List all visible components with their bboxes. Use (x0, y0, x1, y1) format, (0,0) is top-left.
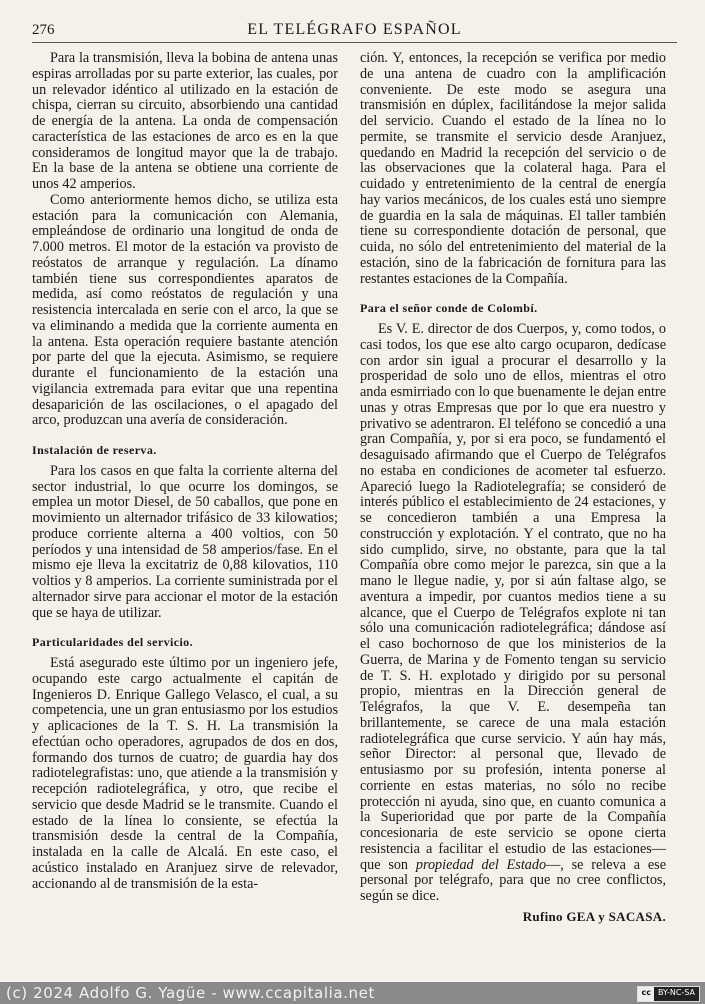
heading-particularidades-servicio: Particularidades del servicio. (32, 635, 193, 650)
cc-logo-icon: cc (638, 987, 653, 1001)
paragraph-antena: Para la transmisión, lleva la bobina de antena unas espiras arrolladas por su parte exterior, las cuales, por un relevador idéntico al utilizado en la estación de chispa, cierran su circuito, absorbiendo una cantidad de energía de la antena. La onda de compensación característica de las estaciones de arco es en la que consideramos de longitud mayor que la de trabajo. En la base de la antena se obtiene una corriente de unos 42 amperios. (32, 50, 338, 192)
heading-instalacion-reserva: Instalación de reserva. (32, 443, 157, 457)
signature: Rufino GEA y SACASA. (522, 908, 666, 924)
paragraph-letter (360, 322, 666, 905)
page-header (32, 22, 677, 43)
cc-license-badge (637, 986, 700, 1002)
left-column (32, 51, 338, 892)
copyright-footer (0, 982, 705, 1004)
letter-text-before: Es V. E. director de dos Cuerpos, y, como todos, o casi todos, los que ese alto cargo ocuparon, dedícase con ardor sin igual a procurar el desarrollo y la prosperidad de solo uno de ellos, mientras el otro anda esmirriado con lo que buenamente le dejan entre unas y otras Empresas que por lo que era nuestro y privativo se adentraron. El teléfono se concedió a una gran Compañía, y, por si era poco, se fundamentó el desaguisado afirmando que el Cuerpo de Telégrafos no estaba en condiciones de acometer tal esfuerzo. Apareció luego la Radiotelegrafía; se consideró de interés público el establecimiento de 24 estaciones, y se concedieron también a una Empresa la construcción y explotación. Y el contrato, que no ha sido cumplido, sirve, no obstante, para que la tal Compañía obre como mejor le parezca, sin que a la mano le llegue nadie, y, por si aún faltase algo, se aventura a impedir, por cuantos medios tiene a su alcance, que el Cuerpo de Telégrafos explote ni tan sólo una comunicación radiotelegráfica; dándose así el caso bochornoso de que los ministerios de la Guerra, de Marina y de Fomento tengan su servicio de T. S. H. explotado y dirigido por su personal propio, mientras en la Dirección general de Telégrafos, la que V. E. desempeña tan brillantemente, se carece de una mala estación radiotelegráfica que curse servicio. Y aún hay más, señor Director: al personal que, llevado de entusiasmo por su profesión, intenta ponerse al corriente en estas materias, no sólo no recibe protección ni ayuda, sino que, en cuanto comunica a la Superioridad que por parte de la Compañía concesionaria de este servicio se opone cierta resistencia a facilitar el estudio de las estaciones—que son (360, 321, 666, 873)
paragraph-alemania: Como anteriormente hemos dicho, se utiliza esta estación para la comunicación con Alemania, empleándose de ordinario una longitud de onda de 7.000 metros. El motor de la estación va provisto de reóstatos de arranque y regulación. La dínamo también tiene sus correspondientes aparatos de medida, así como reóstatos de regulación y una resistencia intercalada en serie con el arco, la que se va eliminando a medida que la corriente aumenta en la antena. Esta operación requiere bastante atención por parte del que la ejecuta. Asimismo, se requiere durante el funcionamiento de la estación una vigilancia extremada para evitar que una repentina desaparición de las oscilaciones, o el apagado del arco, produzcan una avería de consideración. (32, 191, 338, 429)
page-number: 276 (32, 22, 55, 38)
license-label: BY-NC-SA (657, 988, 695, 997)
paragraph-continuation: ción. Y, entonces, la recepción se verifica por medio de una antena de cuadro con la amplificación conveniente. De este modo se asegura una transmisión en dúplex, facilitándose la mejor salida del servicio. Cuando el estado de la línea no lo permite, se transmite el servicio desde Aranjuez, quedando en Madrid la recepción del servicio o de las observaciones que la colateral haga. Para el cuidado y entretenimiento de la central de energía hay varios mecánicos, de los cuales está uno siempre de guardia en la sala de máquinas. El taller también tiene su correspondiente dotación de personal, que cuida, no sólo del entretenimiento del material de la estación, sino de la fabricación de fornitura para las restantes estaciones de la Compañía. (360, 50, 666, 287)
running-title: EL TELÉGRAFO ESPAÑOL (247, 21, 462, 38)
letter-text-emphasis: propiedad del Estado (415, 856, 547, 873)
paragraph-reserva: Para los casos en que falta la corriente alterna del sector industrial, lo que ocurre los domingos, se emplea un motor Diesel, de 50 caballos, que pone en movimiento un alternador trifásico de 33 kilowatios; produce corriente alterna a 400 voltios, con 50 períodos y una intensidad de 58 amperios/fase. En el mismo eje lleva la excitatriz de 0,88 kilovatios, 110 voltios y 8 amperios. La corriente suministrada por el alternador sirve para accionar el motor de la estación que se haya de utilizar. (32, 462, 338, 621)
copyright-text: (c) 2024 Adolfo G. Yagüe - www.ccapitalia.net (6, 984, 375, 1002)
right-column (360, 51, 666, 925)
heading-conde-colombi: Para el señor conde de Colombí. (360, 301, 538, 316)
letter-text-after: —, se releva a ese personal por telégrafo, para que no cree conflictos, según se dice. (360, 856, 666, 904)
paragraph-servicio: Está asegurado este último por un ingeniero jefe, ocupando este cargo actualmente el capitán de Ingenieros D. Enrique Gallego Velasco, el cual, a su competencia, une un gran entusiasmo por los estudios y aplicaciones de la T. S. H. La transmisión la efectúan ocho operadores, agrupados de dos en dos, formando dos turnos de cuatro; de guardia hay dos radiotelegrafistas: uno, que atiende a la transmisión y recepción radiotelegráfica, y otro, que recibe el servicio que desde Madrid se le transmite. Cuando el estado de la línea lo consiente, se efectúa la transmisión desde la central de la Compañía, instalada en la calle de Alcalá. En este caso, el acústico instalado en Aranjuez sirve de relevador, accionando al de transmisión de la esta- (32, 655, 338, 892)
